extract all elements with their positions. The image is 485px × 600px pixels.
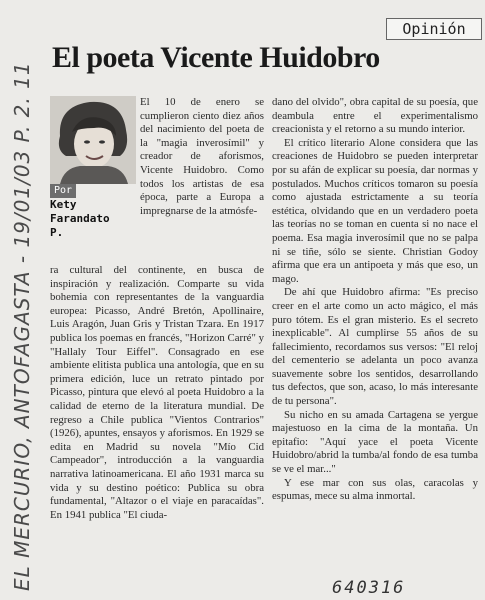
author-photo xyxy=(50,96,136,184)
byline-prefix: Por xyxy=(50,184,76,198)
article-intro xyxy=(140,96,264,218)
author-name-line: Kety xyxy=(50,198,77,211)
paragraph: dano del olvido", obra capital de su poesía, que deambula entre el experimentalismo creacionista y el retorno a su mundo interior. xyxy=(272,96,478,136)
paragraph: De ahí que Huidobro afirma: "Es preciso creer en el arte como un acto mágico, el más puro tótem. Es el gran misterio. Es el secreto inexplicable". Al cumplirse 55 años de su fallecimiento, recordamos sus versos: "El reloj del cementerio se adelanta un poco avanza suavemente sobre los sentidos, desarrollando tus defectos, que son, acaso, lo más interesante de tu persona". xyxy=(272,286,478,408)
author-name-line: P. xyxy=(50,226,64,239)
paragraph: ra cultural del continente, en busca de inspiración y realización. Comparte su vida bohemia con representantes de la vanguardia europea: Picasso, André Bretón, Apollinaire, Luis Aragón, Juan Gris y Tristan Tzara. En 1917 publica los poemas en francés, "Horizon Carré" y "Hallaly Tour Eiffel". Consagrado en ese ambiente elitista publica una antología, que en su primera edición, luce un retrato pintado por Picasso, pintura que elevó al poeta Huidobro a la calidad de eterno de la literatura mundial. De regreso a Chile publica "Vientos Contrarios" (1926), apuntes, ensayos y aforismos. En 1929 se edita en Madrid su novela "Mío Cid Campeador", introducción a la vanguardia narrativa latinoamericana. El año 1931 marca su vida y su destino poético: Publica su obra fundamental, "Altazor o el viaje en paracaídas". En 1941 publica "El ciuda- xyxy=(50,264,264,521)
handwritten-source-note: EL MERCURIO, ANTOFAGASTA - 19/01/03 P. 2. 11 xyxy=(10,61,34,591)
paragraph: Y ese mar con sus olas, caracolas y espumas, mece su alma inmortal. xyxy=(272,476,478,503)
author-name-line: Farandato xyxy=(50,212,110,225)
author-name xyxy=(50,198,130,240)
article-left-column xyxy=(50,264,264,522)
paragraph: Su nicho en su amada Cartagena se yergue majestuoso en la cima de la montaña. Un epitafio: "Aquí yace el poeta Vicente Huidobro/abrid la tumba/al fondo de esa tumba se ve el mar..." xyxy=(272,408,478,476)
paragraph: El 10 de enero se cumplieron ciento diez años del nacimiento del poeta de la "magia inverosímil" y creador de aforismos, Vicente Huidobro. Como todos los artistas de esa época, parte a Europa a impregnarse de la atmósfe- xyxy=(140,96,264,217)
archive-stamp-number: 640316 xyxy=(332,578,406,598)
paragraph: El crítico literario Alone considera que las creaciones de Huidobro se pueden interpretar por su afán de explicar su poesía, dar normas y postulados. Muchos críticos tomaron su poesía como ajustada estrictamente a su teoría estética, olvidando que en un verdadero poeta las teorías no se toman en cuenta si no nace el poema. Esa magia inverosímil que no se palpa ni se tiñe, sólo se siente. Christian Godoy afirma que era un antipoeta y más que eso, un mago. xyxy=(272,136,478,285)
section-label: Opinión xyxy=(386,18,482,40)
article-right-column xyxy=(272,96,478,504)
article-title: El poeta Vicente Huidobro xyxy=(52,41,380,74)
